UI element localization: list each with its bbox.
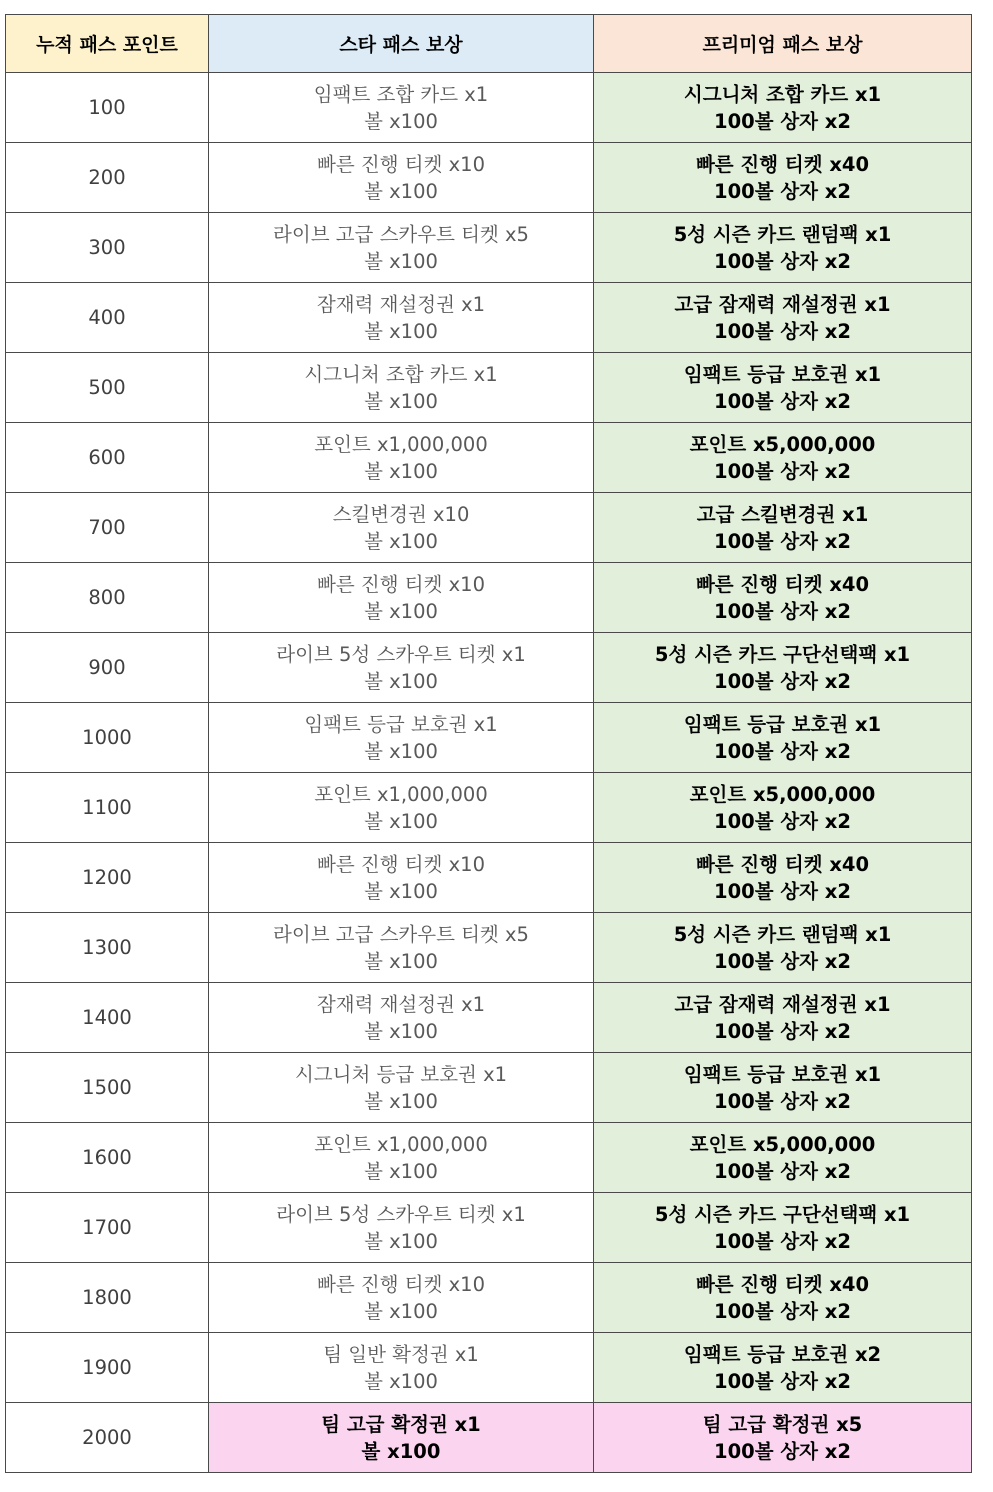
reward-table (5, 14, 972, 1473)
premium-reward-line: 포인트 x5,000,000 (689, 432, 876, 456)
star-reward-line: 볼 x100 (364, 459, 438, 483)
star-reward-line: 볼 x100 (364, 319, 438, 343)
premium-reward-line: 100볼 상자 x2 (714, 739, 851, 763)
star-reward-line: 볼 x100 (364, 599, 438, 623)
points-cell: 1800 (6, 1263, 209, 1333)
premium-reward-cell (594, 283, 972, 353)
premium-reward-line: 5성 시즌 카드 구단선택팩 x1 (654, 1202, 911, 1226)
points-cell: 100 (6, 73, 209, 143)
premium-reward-line: 임팩트 등급 보호권 x2 (683, 1342, 882, 1366)
premium-reward-line: 포인트 x5,000,000 (689, 782, 876, 806)
points-cell: 1100 (6, 773, 209, 843)
star-reward-cell (209, 1333, 594, 1403)
points-cell: 1700 (6, 1193, 209, 1263)
table-row (6, 773, 972, 843)
premium-reward-line: 100볼 상자 x2 (714, 1439, 851, 1463)
premium-reward-cell (594, 983, 972, 1053)
table-row (6, 913, 972, 983)
table-body (6, 73, 972, 1473)
star-reward-cell (209, 143, 594, 213)
header-star-pass: 스타 패스 보상 (209, 15, 594, 73)
points-cell: 1300 (6, 913, 209, 983)
premium-reward-line: 빠른 진행 티켓 x40 (695, 152, 870, 176)
premium-reward-cell (594, 423, 972, 493)
premium-reward-line: 100볼 상자 x2 (714, 1089, 851, 1113)
premium-reward-line: 100볼 상자 x2 (714, 809, 851, 833)
star-reward-line: 볼 x100 (364, 739, 438, 763)
star-reward-line: 포인트 x1,000,000 (314, 432, 488, 456)
premium-reward-line: 임팩트 등급 보호권 x1 (683, 362, 882, 386)
star-reward-cell (209, 1193, 594, 1263)
premium-reward-line: 빠른 진행 티켓 x40 (695, 852, 870, 876)
star-reward-cell (209, 843, 594, 913)
star-reward-cell (209, 353, 594, 423)
premium-reward-cell (594, 353, 972, 423)
premium-reward-line: 빠른 진행 티켓 x40 (695, 1272, 870, 1296)
premium-reward-cell (594, 563, 972, 633)
star-reward-line: 팀 일반 확정권 x1 (323, 1342, 479, 1366)
table-row (6, 703, 972, 773)
star-reward-line: 빠른 진행 티켓 x10 (317, 1272, 485, 1296)
premium-reward-cell (594, 143, 972, 213)
star-reward-line: 포인트 x1,000,000 (314, 782, 488, 806)
premium-reward-line: 100볼 상자 x2 (714, 319, 851, 343)
premium-reward-line: 100볼 상자 x2 (714, 529, 851, 553)
premium-reward-line: 100볼 상자 x2 (714, 1019, 851, 1043)
premium-reward-line: 100볼 상자 x2 (714, 389, 851, 413)
star-reward-cell (209, 283, 594, 353)
star-reward-line: 볼 x100 (364, 879, 438, 903)
star-reward-cell (209, 73, 594, 143)
star-reward-line: 빠른 진행 티켓 x10 (317, 572, 485, 596)
premium-reward-line: 100볼 상자 x2 (714, 1369, 851, 1393)
star-reward-cell (209, 1263, 594, 1333)
premium-reward-line: 100볼 상자 x2 (714, 179, 851, 203)
star-reward-cell (209, 1403, 594, 1473)
points-cell: 600 (6, 423, 209, 493)
points-cell: 200 (6, 143, 209, 213)
star-reward-line: 라이브 5성 스카우트 티켓 x1 (276, 642, 526, 666)
table-header (6, 15, 972, 73)
premium-reward-line: 100볼 상자 x2 (714, 249, 851, 273)
star-reward-line: 볼 x100 (364, 1229, 438, 1253)
points-cell: 2000 (6, 1403, 209, 1473)
table-row (6, 1123, 972, 1193)
star-reward-cell (209, 633, 594, 703)
points-cell: 500 (6, 353, 209, 423)
star-reward-line: 볼 x100 (364, 1019, 438, 1043)
premium-reward-line: 고급 스킬변경권 x1 (696, 502, 869, 526)
points-cell: 1400 (6, 983, 209, 1053)
table-row (6, 1053, 972, 1123)
premium-reward-line: 100볼 상자 x2 (714, 1229, 851, 1253)
star-reward-line: 빠른 진행 티켓 x10 (317, 152, 485, 176)
points-cell: 1200 (6, 843, 209, 913)
points-cell: 700 (6, 493, 209, 563)
table-row (6, 563, 972, 633)
premium-reward-line: 임팩트 등급 보호권 x1 (683, 1062, 882, 1086)
premium-reward-line: 고급 잠재력 재설정권 x1 (674, 292, 891, 316)
table-row (6, 1403, 972, 1473)
premium-reward-cell (594, 493, 972, 563)
star-reward-line: 볼 x100 (364, 1089, 438, 1113)
star-reward-line: 라이브 고급 스카우트 티켓 x5 (273, 922, 529, 946)
star-reward-cell (209, 423, 594, 493)
star-reward-line: 볼 x100 (364, 1369, 438, 1393)
header-points: 누적 패스 포인트 (6, 15, 209, 73)
premium-reward-line: 고급 잠재력 재설정권 x1 (674, 992, 891, 1016)
premium-reward-cell (594, 73, 972, 143)
premium-reward-cell (594, 913, 972, 983)
table-row (6, 423, 972, 493)
star-reward-line: 볼 x100 (364, 669, 438, 693)
premium-reward-cell (594, 843, 972, 913)
premium-reward-line: 100볼 상자 x2 (714, 1159, 851, 1183)
star-reward-line: 볼 x100 (364, 249, 438, 273)
star-reward-line: 볼 x100 (364, 179, 438, 203)
points-cell: 1600 (6, 1123, 209, 1193)
table-row (6, 633, 972, 703)
star-reward-cell (209, 493, 594, 563)
star-reward-cell (209, 773, 594, 843)
star-reward-line: 포인트 x1,000,000 (314, 1132, 488, 1156)
table-row (6, 1333, 972, 1403)
points-cell: 1900 (6, 1333, 209, 1403)
star-reward-line: 볼 x100 (364, 1299, 438, 1323)
points-cell: 1000 (6, 703, 209, 773)
star-reward-line: 볼 x100 (364, 949, 438, 973)
star-reward-line: 시그니처 조합 카드 x1 (304, 362, 498, 386)
star-reward-cell (209, 913, 594, 983)
star-reward-line: 볼 x100 (364, 389, 438, 413)
table-row (6, 353, 972, 423)
star-reward-line: 빠른 진행 티켓 x10 (317, 852, 485, 876)
premium-reward-cell (594, 1263, 972, 1333)
table-row (6, 983, 972, 1053)
premium-reward-line: 100볼 상자 x2 (714, 459, 851, 483)
table-row (6, 1193, 972, 1263)
premium-reward-line: 빠른 진행 티켓 x40 (695, 572, 870, 596)
premium-reward-cell (594, 1403, 972, 1473)
premium-reward-cell (594, 773, 972, 843)
star-reward-line: 볼 x100 (364, 109, 438, 133)
points-cell: 1500 (6, 1053, 209, 1123)
premium-reward-cell (594, 213, 972, 283)
premium-reward-line: 100볼 상자 x2 (714, 669, 851, 693)
premium-reward-line: 100볼 상자 x2 (714, 599, 851, 623)
points-cell: 300 (6, 213, 209, 283)
star-reward-line: 볼 x100 (361, 1439, 441, 1463)
star-reward-cell (209, 983, 594, 1053)
table-row (6, 143, 972, 213)
star-reward-line: 잠재력 재설정권 x1 (316, 292, 486, 316)
points-cell: 800 (6, 563, 209, 633)
premium-reward-line: 포인트 x5,000,000 (689, 1132, 876, 1156)
table-row (6, 1263, 972, 1333)
premium-reward-line: 100볼 상자 x2 (714, 949, 851, 973)
star-reward-line: 시그니처 등급 보호권 x1 (294, 1062, 508, 1086)
star-reward-line: 라이브 고급 스카우트 티켓 x5 (273, 222, 529, 246)
premium-reward-line: 100볼 상자 x2 (714, 1299, 851, 1323)
premium-reward-cell (594, 633, 972, 703)
star-reward-line: 잠재력 재설정권 x1 (316, 992, 486, 1016)
premium-reward-line: 임팩트 등급 보호권 x1 (683, 712, 882, 736)
points-cell: 400 (6, 283, 209, 353)
premium-reward-cell (594, 1193, 972, 1263)
header-premium-pass: 프리미엄 패스 보상 (594, 15, 972, 73)
star-reward-line: 스킬변경권 x10 (332, 502, 470, 526)
premium-reward-cell (594, 1123, 972, 1193)
star-reward-cell (209, 213, 594, 283)
star-reward-line: 볼 x100 (364, 809, 438, 833)
star-reward-line: 볼 x100 (364, 1159, 438, 1183)
points-cell: 900 (6, 633, 209, 703)
table-row (6, 843, 972, 913)
star-reward-cell (209, 1053, 594, 1123)
header-row (6, 15, 972, 73)
premium-reward-cell (594, 703, 972, 773)
premium-reward-line: 5성 시즌 카드 랜덤팩 x1 (673, 222, 892, 246)
star-reward-line: 라이브 5성 스카우트 티켓 x1 (276, 1202, 526, 1226)
premium-reward-line: 팀 고급 확정권 x5 (702, 1412, 863, 1436)
star-reward-cell (209, 1123, 594, 1193)
table-row (6, 283, 972, 353)
premium-reward-cell (594, 1053, 972, 1123)
table-row (6, 493, 972, 563)
premium-reward-line: 100볼 상자 x2 (714, 879, 851, 903)
premium-reward-cell (594, 1333, 972, 1403)
premium-reward-line: 시그니처 조합 카드 x1 (683, 82, 882, 106)
star-reward-cell (209, 703, 594, 773)
star-reward-line: 팀 고급 확정권 x1 (321, 1412, 481, 1436)
premium-reward-line: 100볼 상자 x2 (714, 109, 851, 133)
table-row (6, 213, 972, 283)
table-row (6, 73, 972, 143)
star-reward-line: 볼 x100 (364, 529, 438, 553)
star-reward-line: 임팩트 등급 보호권 x1 (304, 712, 498, 736)
premium-reward-line: 5성 시즌 카드 랜덤팩 x1 (673, 922, 892, 946)
star-reward-cell (209, 563, 594, 633)
star-reward-line: 임팩트 조합 카드 x1 (313, 82, 489, 106)
premium-reward-line: 5성 시즌 카드 구단선택팩 x1 (654, 642, 911, 666)
